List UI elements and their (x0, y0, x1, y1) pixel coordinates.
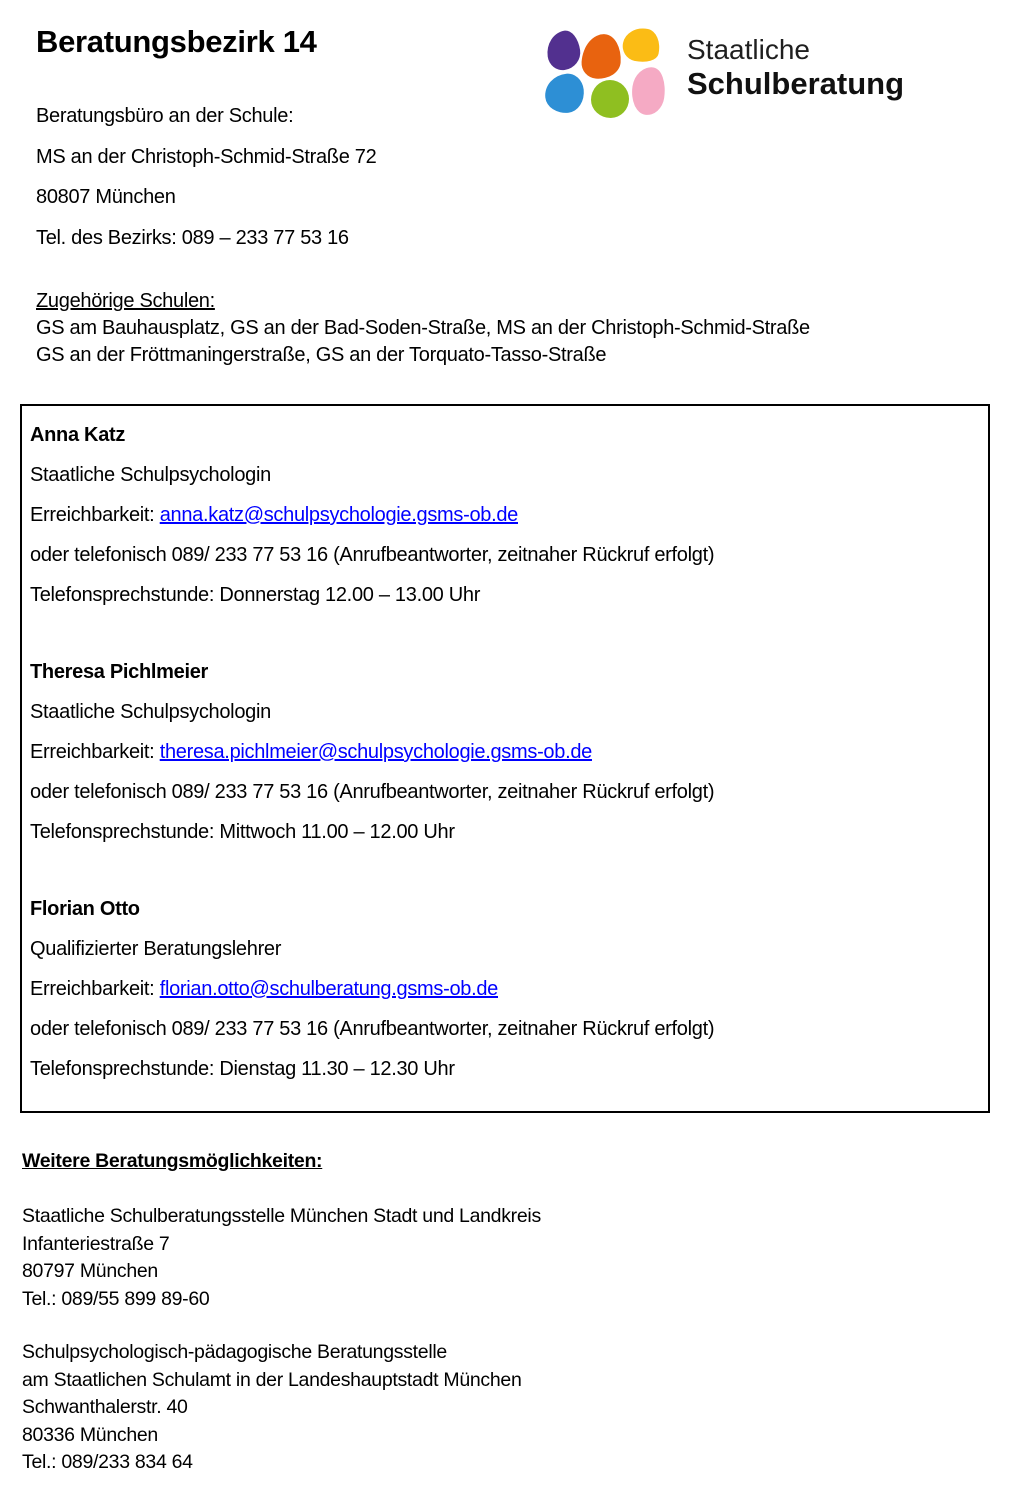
office-line: Beratungsbüro an der Schule: (36, 105, 294, 127)
address-line: Tel.: 089/233 834 64 (22, 1451, 193, 1473)
blue-blob-icon (543, 72, 586, 115)
contact-name: Theresa Pichlmeier (30, 661, 209, 683)
contact-florian-otto (30, 889, 978, 1089)
schools-heading: Zugehörige Schulen: (36, 290, 215, 312)
contact-phone-line: oder telefonisch 089/ 233 77 53 16 (Anrufbeantworter, zeitnaher Rückruf erfolgt) (30, 544, 715, 566)
pink-blob-icon (629, 65, 668, 117)
email-label: Erreichbarkeit: (30, 504, 160, 526)
office-address-block (36, 96, 376, 258)
contact-hours-line: Telefonsprechstunde: Dienstag 11.30 – 12.30 Uhr (30, 1058, 455, 1080)
contact-hours-line: Telefonsprechstunde: Mittwoch 11.00 – 12.00 Uhr (30, 821, 455, 843)
address-line: Tel.: 089/55 899 89-60 (22, 1287, 210, 1310)
contact-phone-line: oder telefonisch 089/ 233 77 53 16 (Anrufbeantworter, zeitnaher Rückruf erfolgt) (30, 781, 715, 803)
address-line: am Staatlichen Schulamt in der Landeshauptstadt München (22, 1368, 522, 1391)
contact-role: Staatliche Schulpsychologin (30, 464, 271, 486)
contact-role: Qualifizierter Beratungslehrer (30, 938, 282, 960)
email-link[interactable]: anna.katz@schulpsychologie.gsms-ob.de (159, 504, 518, 526)
address-line: 80797 München (22, 1260, 158, 1282)
yellow-blob-icon (620, 25, 663, 66)
logo-flower-icon (545, 28, 665, 120)
email-link[interactable]: theresa.pichlmeier@schulpsychologie.gsms-ob.de (159, 741, 592, 763)
email-link[interactable]: florian.otto@schulberatung.gsms-ob.de (159, 978, 498, 1000)
address-line: Schulpsychologisch-pädagogische Beratungsstelle (22, 1341, 447, 1363)
page-title: Beratungsbezirk 14 (36, 24, 317, 59)
email-label: Erreichbarkeit: (30, 978, 160, 1000)
contact-hours-line: Telefonsprechstunde: Donnerstag 12.00 – 13.00 Uhr (30, 584, 481, 606)
email-label: Erreichbarkeit: (30, 741, 160, 763)
schulberatung-logo (545, 28, 975, 123)
address-line: Staatliche Schulberatungsstelle München Stadt und Landkreis (22, 1205, 541, 1227)
schools-line: GS am Bauhausplatz, GS an der Bad-Soden-Straße, MS an der Christoph-Schmid-Straße (36, 317, 810, 339)
address-line: Schwanthalerstr. 40 (22, 1396, 188, 1418)
green-blob-icon (591, 80, 629, 118)
contact-phone-line: oder telefonisch 089/ 233 77 53 16 (Anrufbeantworter, zeitnaher Rückruf erfolgt) (30, 1018, 715, 1040)
office-line: 80807 München (36, 186, 176, 208)
purple-blob-icon (544, 29, 582, 72)
contact-name: Anna Katz (30, 424, 126, 446)
schools-line: GS an der Fröttmaningerstraße, GS an der Torquato-Tasso-Straße (36, 344, 607, 366)
contact-email-line (30, 969, 978, 1009)
schulberatungsstelle-address-block (22, 1203, 541, 1313)
contact-role: Staatliche Schulpsychologin (30, 701, 271, 723)
contact-anna-katz (30, 415, 978, 615)
beratungsstelle-schulamt-address-block (22, 1339, 522, 1477)
schools-block (36, 288, 810, 369)
logo-wordmark (687, 34, 904, 102)
contact-theresa-pichlmeier (30, 652, 978, 852)
more-options-heading: Weitere Beratungsmöglichkeiten: (22, 1150, 323, 1172)
address-line: 80336 München (22, 1423, 158, 1446)
contacts-box (20, 404, 990, 1113)
contact-email-line (30, 732, 978, 772)
office-line: Tel. des Bezirks: 089 – 233 77 53 16 (36, 226, 349, 249)
address-line: Infanteriestraße 7 (22, 1232, 170, 1255)
contact-email-line (30, 495, 978, 535)
logo-line2: Schulberatung (687, 66, 905, 101)
contact-name: Florian Otto (30, 898, 140, 920)
logo-line1: Staatliche (687, 34, 810, 65)
office-line: MS an der Christoph-Schmid-Straße 72 (36, 145, 377, 168)
orange-blob-icon (580, 33, 622, 81)
